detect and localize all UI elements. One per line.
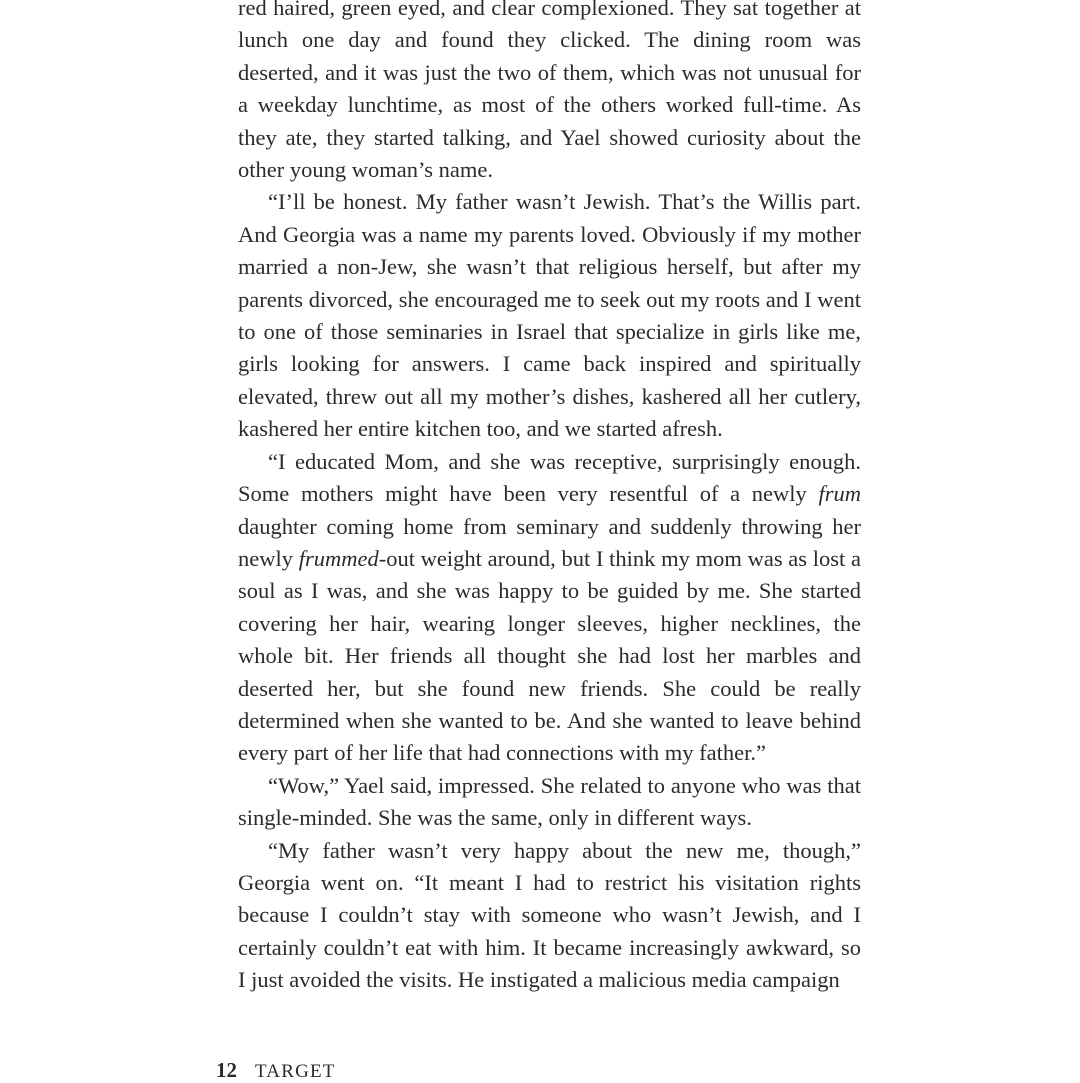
text-run: “I’ll be honest. My father wasn’t Jewish. That’s the Willis part. And Georgia was a name my parents loved. Obviously if my mother married a non-Jew, she wasn’t that religious herself, but after my parents divorced, she encouraged me to seek out my roots and I went to one of those seminaries in Israel that specialize in girls like me, girls looking for answers. I came back inspired and spiritually elevated, threw out all my mother’s dishes, kashered all her cutlery, kashered her entire kitchen too, and we started afresh.	[238, 189, 861, 442]
text-run: “Wow,” Yael said, impressed. She related to anyone who was that single-minded. She was the same, only in different ways.	[238, 772, 861, 831]
paragraph	[238, 186, 861, 445]
paragraph	[238, 770, 861, 835]
running-head: TARGET	[255, 1061, 336, 1082]
paragraph	[238, 0, 861, 186]
page-number: 12	[216, 1058, 237, 1082]
page-footer	[216, 1058, 336, 1083]
paragraph	[238, 446, 861, 770]
text-run: daughter coming home from seminary and suddenly throwing her newly	[238, 513, 861, 571]
text-run: “My father wasn’t very happy about the new me, though,” Georgia went on. “It meant I had to restrict his visitation rights because I couldn’t stay with someone who wasn’t Jewish, and I certainly couldn’t eat with him. It became increasingly awkward, so I just avoided the visits. He instigated a malicious media campaign	[238, 837, 861, 993]
text-run: “I educated Mom, and she was receptive, surprisingly enough. Some mothers might have been very resentful of a newly	[238, 448, 861, 507]
italic-text: frum	[818, 481, 861, 507]
text-run: red haired, green eyed, and clear complexioned. They sat together at lunch one day and found they clicked. The dining room was deserted, and it was just the two of them, which was not unusual for a weekday lunchtime, as most of the others worked full-time. As they ate, they started talking, and Yael showed curiosity about the other young woman’s name.	[238, 0, 861, 183]
italic-text: frummed	[298, 545, 379, 571]
body-text	[238, 0, 861, 997]
paragraph	[238, 835, 861, 997]
text-run: -out weight around, but I think my mom was as lost a soul as I was, and she was happy to be guided by me. She started covering her hair, wearing longer sleeves, higher necklines, the whole bit. Her friends all thought she had lost her marbles and deserted her, but she found new friends. She could be really determined when she wanted to be. And she wanted to leave behind every part of her life that had connections with my father.”	[238, 545, 861, 766]
